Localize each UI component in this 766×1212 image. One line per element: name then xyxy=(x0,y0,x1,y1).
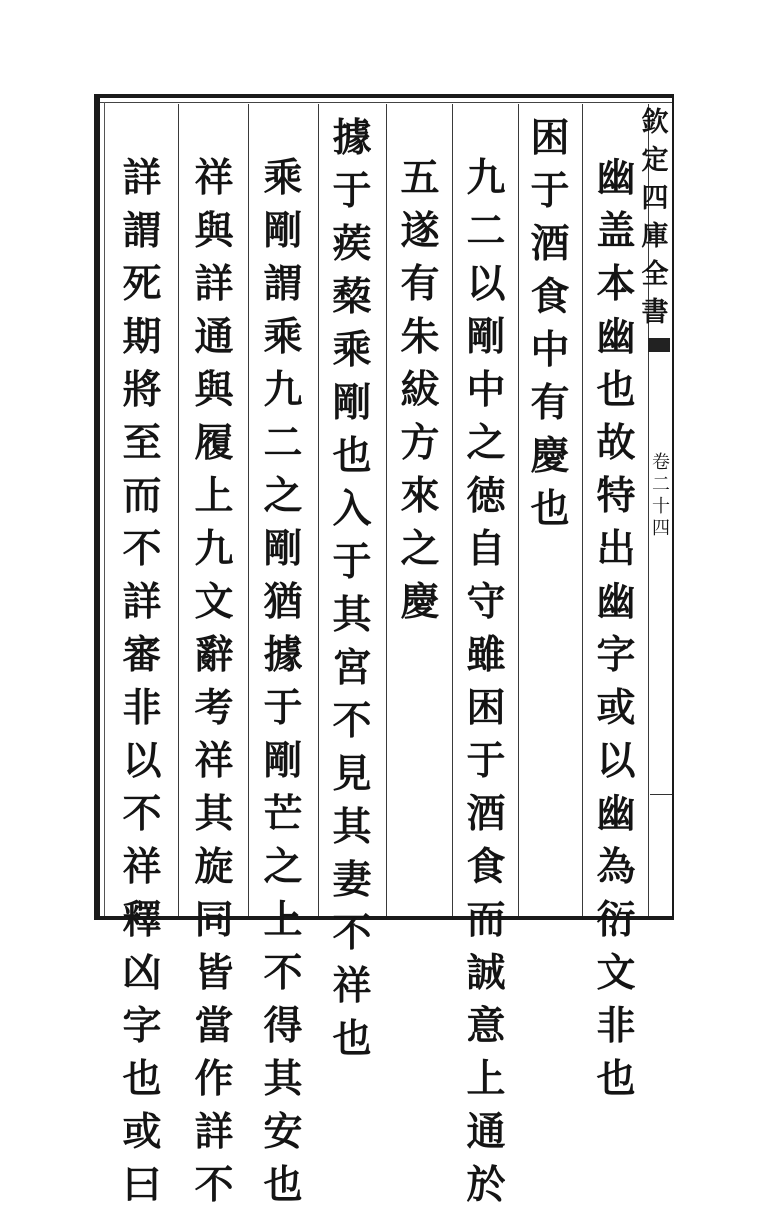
column-divider xyxy=(518,104,519,916)
column-divider xyxy=(452,104,453,916)
text-column-4: 五遂有朱紱方來之慶 xyxy=(400,155,440,625)
margin-rule xyxy=(650,794,672,795)
text-column-3: 九二以剛中之徳自守雖困于酒食而誠意上通於 xyxy=(466,155,506,1208)
frame-left-border xyxy=(94,94,100,920)
text-column-1: 幽盖本幽也故特出幽字或以幽為衍文非也 xyxy=(596,155,636,1102)
fish-tail-mark xyxy=(648,338,670,352)
column-divider xyxy=(582,104,583,916)
column-divider xyxy=(248,104,249,916)
text-column-8: 詳謂死期將至而不詳審非以不祥釋凶字也或曰 xyxy=(122,155,162,1208)
book-title: 欽定四庫全書 xyxy=(641,107,669,328)
frame-right-border xyxy=(672,94,674,920)
text-column-6: 乘剛謂乘九二之剛猶據于剛芒之上不得其安也 xyxy=(263,155,303,1208)
column-divider xyxy=(386,104,387,916)
column-divider xyxy=(318,104,319,916)
frame-top-inner-border xyxy=(96,102,674,103)
text-column-7: 祥與詳通與履上九文辭考祥其旋同皆當作詳不 xyxy=(194,155,234,1208)
text-column-2: 困于酒食中有慶也 xyxy=(530,115,570,532)
volume-number: 卷二十四 xyxy=(652,452,670,539)
frame-left-inner-border xyxy=(104,102,105,916)
text-column-5: 據于蒺蔾乘剛也入于其宮不見其妻不祥也 xyxy=(332,115,372,1062)
column-divider xyxy=(178,104,179,916)
frame-top-border xyxy=(96,94,674,98)
